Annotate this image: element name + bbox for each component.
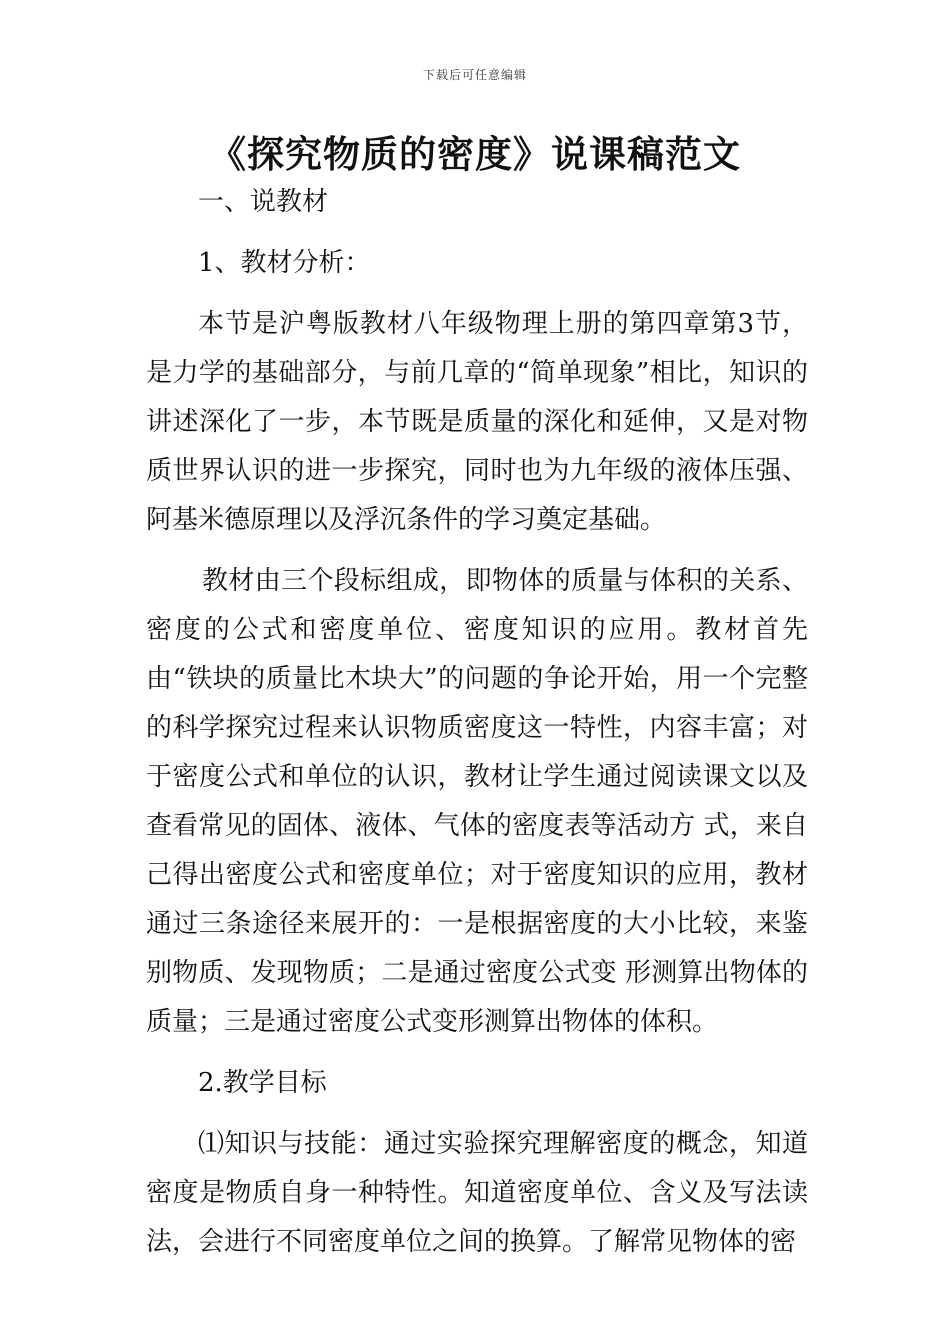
paragraph-knowledge-skills: ⑴知识与技能：通过实验探究理解密度的概念，知道密度是物质自身一种特性。知道密度单位、含义及写法读法，会进行不同密度单位之间的换算。了解常见物体的密: [146, 1129, 808, 1257]
paragraph-textbook-structure: 教材由三个段标组成，即物体的质量与体积的关系、密度的公式和密度单位、密度知识的应用。教材首先由“铁块的质量比木块大”的问题的争论开始，用一个完整的科学探究过程来认识物质密度这一特性，内容丰富；对于密度公式和单位的认识，教材让学生通过阅读课文以及查看常见的固体、液体、气体的密度表等活动方 式，来自己得出密度公式和密度单位；对于密度知识的应用，教材通过三条途径来展开的：一是根据密度的大小比较，来鉴别物质、发现物质；二是通过密度公式变 形测算出物体的质量；三是通过密度公式变形测算出物体的体积。: [146, 566, 808, 1037]
paragraph-textbook-position: 本节是沪粤版教材八年级物理上册的第四章第3节，是力学的基础部分，与前几章的“简单现象”相比，知识的讲述深化了一步，本节既是质量的深化和延伸，又是对物质世界认识的进一步探究，同时也为九年级的液体压强、阿基米德原理以及浮沉条件的学习奠定基础。: [146, 309, 808, 535]
section-heading: 一、说教材: [198, 187, 329, 217]
document-title: 《探究物质的密度》说课稿范文: [209, 133, 741, 176]
header-note: 下载后可任意编辑: [422, 68, 527, 82]
document-body: [146, 178, 808, 1267]
subsection-heading: 1、教材分析：: [198, 248, 371, 278]
subsection-heading: 2.教学目标: [198, 1068, 327, 1098]
